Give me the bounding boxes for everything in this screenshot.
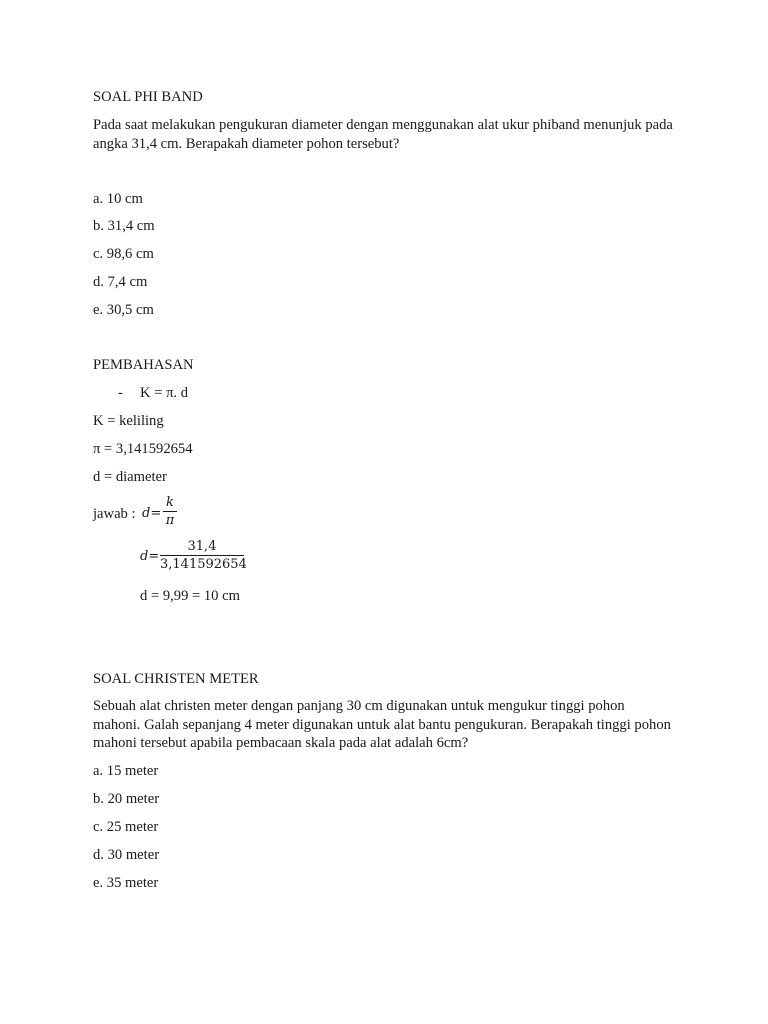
soal1-option-d: d. 7,4 cm	[93, 274, 148, 290]
jawab-numerator: k	[166, 495, 174, 510]
soal2-option-e: e. 35 meter	[93, 875, 159, 891]
soal1-title: SOAL PHI BAND	[93, 89, 203, 105]
jawab-fraction	[163, 495, 177, 528]
soal1-option-b: b. 31,4 cm	[93, 218, 155, 234]
step-fraction	[160, 539, 247, 572]
soal2-option-c: c. 25 meter	[93, 819, 159, 835]
soal1-question: Pada saat melakukan pengukuran diameter dengan menggunakan alat ukur phiband menunjuk pada angka 31,4 cm. Berapakah diameter pohon tersebut?	[93, 117, 673, 152]
fraction-bar	[163, 511, 177, 512]
pembahasan-title: PEMBAHASAN	[93, 357, 194, 373]
soal2-option-d: d. 30 meter	[93, 847, 160, 863]
definition-pi: π = 3,141592654	[93, 441, 193, 457]
step-denominator: 3,141592654	[160, 557, 247, 572]
soal2-option-a: a. 15 meter	[93, 763, 159, 779]
soal1-option-e: e. 30,5 cm	[93, 302, 154, 318]
formula-bullet: -	[118, 385, 123, 401]
soal2-option-b: b. 20 meter	[93, 791, 160, 807]
definition-k: K = keliling	[93, 413, 164, 429]
formula-k-pi-d: K = π. d	[140, 385, 189, 401]
jawab-lhs: d=	[142, 506, 162, 521]
result-line: d = 9,99 = 10 cm	[140, 588, 240, 604]
soal2-question: Sebuah alat christen meter dengan panjang 30 cm digunakan untuk mengukur tinggi pohon mahoni. Galah sepanjang 4 meter digunakan untuk alat bantu pengukuran. Berapakah tinggi pohon mahoni tersebut apabila pembacaan skala pada alat adalah 6cm?	[93, 698, 671, 751]
soal2-title: SOAL CHRISTEN METER	[93, 671, 259, 687]
step-numerator: 31,4	[187, 539, 217, 554]
soal1-option-a: a. 10 cm	[93, 191, 143, 207]
soal1-option-c: c. 98,6 cm	[93, 246, 154, 262]
definition-d: d = diameter	[93, 469, 167, 485]
fraction-bar	[160, 555, 244, 556]
jawab-label: jawab :	[93, 506, 136, 522]
step-lhs: d=	[140, 549, 160, 564]
jawab-denominator: π	[165, 513, 175, 528]
